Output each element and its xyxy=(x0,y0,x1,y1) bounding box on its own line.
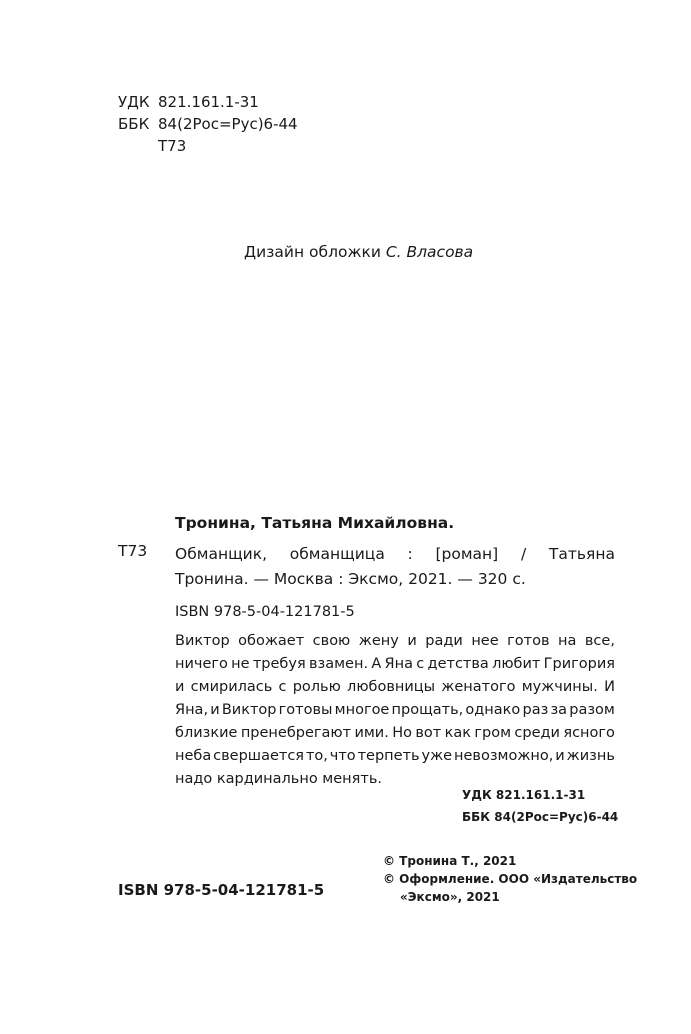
annotation-word: что xyxy=(329,748,356,764)
annotation-word: ради xyxy=(425,633,463,649)
annotation-word: то, xyxy=(305,748,328,764)
annotation-word: нее xyxy=(471,633,499,649)
cover-credit-name: С. Власова xyxy=(385,243,474,261)
annotation-last-line: надо кардинально менять. xyxy=(175,771,382,787)
catalog-isbn: ISBN 978-5-04-121781-5 xyxy=(175,604,355,620)
annotation-word: и xyxy=(555,748,565,764)
annotation-word: готовы xyxy=(278,702,333,718)
catalog-word: обманщица xyxy=(289,545,385,563)
annotation-line xyxy=(175,676,615,699)
annotation-word: жизнь xyxy=(566,748,615,764)
classification-codes xyxy=(118,91,338,157)
annotation-word: с xyxy=(278,679,287,695)
annotation-word: невозможно, xyxy=(454,748,554,764)
udk-key: УДК xyxy=(118,93,150,111)
copyright-block xyxy=(383,852,637,906)
annotation-word: вот xyxy=(415,725,442,741)
catalog-word: / xyxy=(520,545,527,563)
annotation-word: А xyxy=(371,656,382,672)
annotation-word: однако xyxy=(465,702,521,718)
annotation-word: требуя xyxy=(252,656,306,672)
annotation-word: ясного xyxy=(563,725,615,741)
bottom-udk: УДК 821.161.1-31 xyxy=(462,788,586,802)
annotation-word: жену xyxy=(358,633,399,649)
bottom-classification-codes xyxy=(462,784,618,828)
annotation-word: многое xyxy=(334,702,390,718)
annotation-word: среди xyxy=(514,725,560,741)
bbk-key: ББК xyxy=(118,115,150,133)
annotation-word: И xyxy=(604,679,615,695)
annotation-word: с xyxy=(416,656,425,672)
udk-value: 821.161.1-31 xyxy=(158,93,259,111)
catalog-word: Татьяна xyxy=(548,545,615,563)
copyright-publisher: «Эксмо», 2021 xyxy=(400,890,500,904)
annotation-word: свершается xyxy=(213,748,305,764)
annotation-word: уже xyxy=(421,748,453,764)
catalog-entry-line-1 xyxy=(175,542,615,567)
annotation-word: раз xyxy=(522,702,549,718)
annotation-word: и xyxy=(407,633,417,649)
isbn-bottom: ISBN 978-5-04-121781-5 xyxy=(118,881,325,899)
annotation-word: ролью xyxy=(292,679,341,695)
udk-row xyxy=(118,91,338,113)
author-sign-row xyxy=(118,135,338,157)
cover-design-credit xyxy=(244,243,473,261)
annotation-line xyxy=(175,745,615,768)
annotation-word: все, xyxy=(584,633,615,649)
annotation-word: и xyxy=(175,679,185,695)
annotation-word: разом xyxy=(569,702,615,718)
copyright-author: © Тронина Т., 2021 xyxy=(383,854,517,868)
annotation-word: мужчины. xyxy=(521,679,598,695)
annotation-word: обожает xyxy=(238,633,305,649)
annotation-word: пренебрегают xyxy=(240,725,352,741)
annotation-word: Яна, xyxy=(175,702,209,718)
annotation-word: любит xyxy=(492,656,541,672)
annotation-word: ими. xyxy=(354,725,389,741)
bbk-value: 84(2Рос=Рус)6-44 xyxy=(158,115,298,133)
annotation-word: как xyxy=(444,725,472,741)
annotation-word: взамен. xyxy=(308,656,369,672)
catalog-title-entry xyxy=(175,542,615,592)
annotation-word: ничего xyxy=(175,656,228,672)
annotation-word: за xyxy=(550,702,568,718)
annotation-word: любовницы xyxy=(347,679,436,695)
annotation-word: Яна xyxy=(384,656,413,672)
copyright-design: © Оформление. ООО «Издательство xyxy=(383,872,638,886)
annotation-word: детства xyxy=(427,656,489,672)
annotation-word: на xyxy=(558,633,577,649)
catalog-cutter-number: Т73 xyxy=(118,542,148,560)
book-annotation xyxy=(175,630,615,791)
annotation-line xyxy=(175,653,615,676)
catalog-word: [роман] xyxy=(435,545,499,563)
bbk-row xyxy=(118,113,338,135)
annotation-word: Виктор xyxy=(221,702,277,718)
cover-credit-label: Дизайн обложки xyxy=(244,243,381,261)
bottom-bbk: ББК 84(2Рос=Рус)6-44 xyxy=(462,810,619,824)
annotation-word: близкие xyxy=(175,725,238,741)
annotation-word: смирилась xyxy=(190,679,273,695)
annotation-word: готов xyxy=(507,633,550,649)
annotation-word: гром xyxy=(474,725,512,741)
annotation-word: прощать, xyxy=(391,702,464,718)
annotation-word: Григория xyxy=(543,656,615,672)
annotation-word: свою xyxy=(312,633,351,649)
catalog-entry-line-2: Тронина. — Москва : Эксмо, 2021. — 320 с. xyxy=(175,570,526,588)
annotation-word: не xyxy=(231,656,250,672)
annotation-word: терпеть xyxy=(357,748,420,764)
catalog-word: Обманщик, xyxy=(175,545,268,563)
author-sign-value: Т73 xyxy=(158,137,187,155)
annotation-word: неба xyxy=(175,748,212,764)
annotation-line xyxy=(175,699,615,722)
annotation-word: Виктор xyxy=(175,633,230,649)
catalog-author: Тронина, Татьяна Михайловна. xyxy=(175,514,455,532)
annotation-line xyxy=(175,630,615,653)
annotation-line xyxy=(175,722,615,745)
catalog-word: : xyxy=(407,545,413,563)
annotation-word: Но xyxy=(392,725,412,741)
annotation-word: и xyxy=(210,702,220,718)
annotation-word: женатого xyxy=(441,679,516,695)
